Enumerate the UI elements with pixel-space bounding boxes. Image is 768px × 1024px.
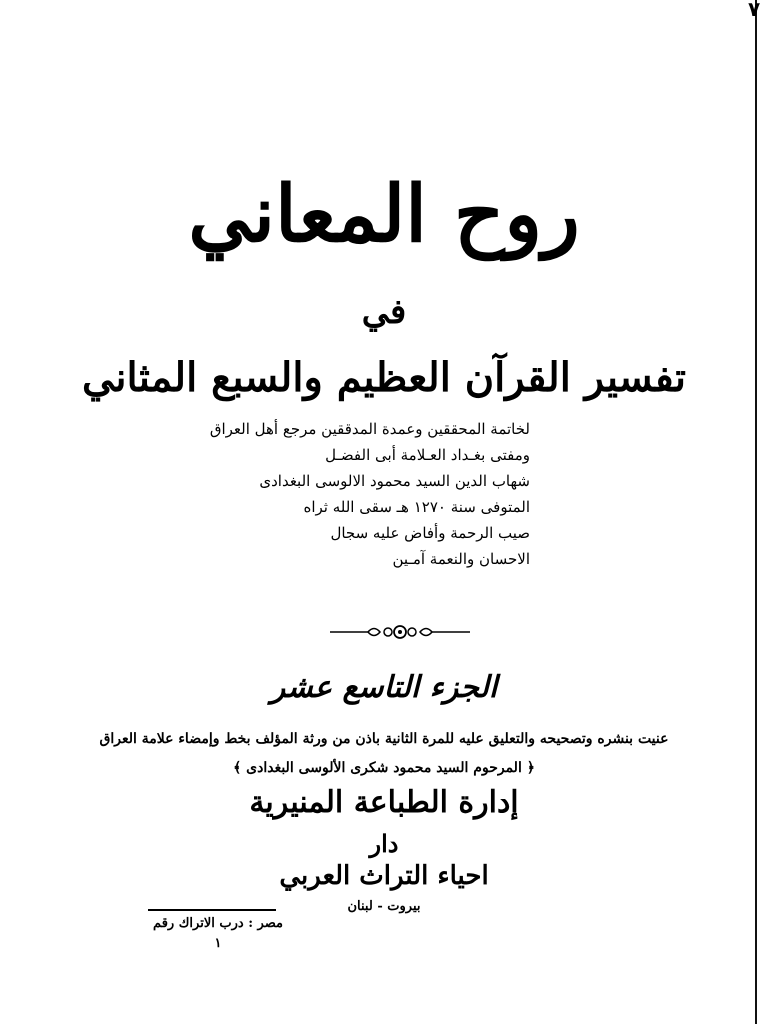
author-line: ومفتى بغـداد العـلامة أبى الفضـل	[325, 446, 530, 464]
volume-title: الجزء التاسع عشر	[270, 670, 498, 705]
book-subtitle: تفسير القرآن العظيم والسبع المثاني	[82, 354, 686, 401]
edition-note: عنيت بنشره وتصحيحه والتعليق عليه للمرة الثانية باذن من ورثة المؤلف بخط وإمضاء علامة العراق	[99, 731, 669, 747]
author-line: شهاب الدين السيد محمود الالوسى البغدادى	[259, 472, 530, 490]
author-block	[209, 416, 530, 572]
publisher-location: بيروت - لبنان	[347, 899, 421, 914]
book-title: روح المعاني	[188, 169, 580, 260]
author-line: المتوفى سنة ١٢٧٠ هـ سقى الله ثراه	[303, 498, 530, 516]
egypt-address: مصر : درب الاتراك رقم ١	[153, 916, 283, 951]
dar-label: دار	[369, 829, 399, 858]
address-rule	[148, 909, 276, 911]
publisher-name: إدارة الطباعة المنيرية	[249, 785, 519, 820]
ihya-publisher: احياء التراث العربي	[279, 861, 489, 891]
author-line: الاحسان والنعمة آمـين	[392, 550, 530, 568]
author-line: صيب الرحمة وأفاض عليه سجال	[330, 524, 530, 542]
author-line: لخاتمة المحققين وعمدة المدققين مرجع أهل العراق	[209, 420, 530, 438]
title-connector: في	[361, 292, 407, 332]
ornament-divider	[330, 622, 470, 642]
corner-mark: ٧	[748, 0, 761, 21]
edition-note-author: ﴿ المرحوم السيد محمود شكرى الألوسى البغدادى ﴾	[233, 760, 535, 776]
